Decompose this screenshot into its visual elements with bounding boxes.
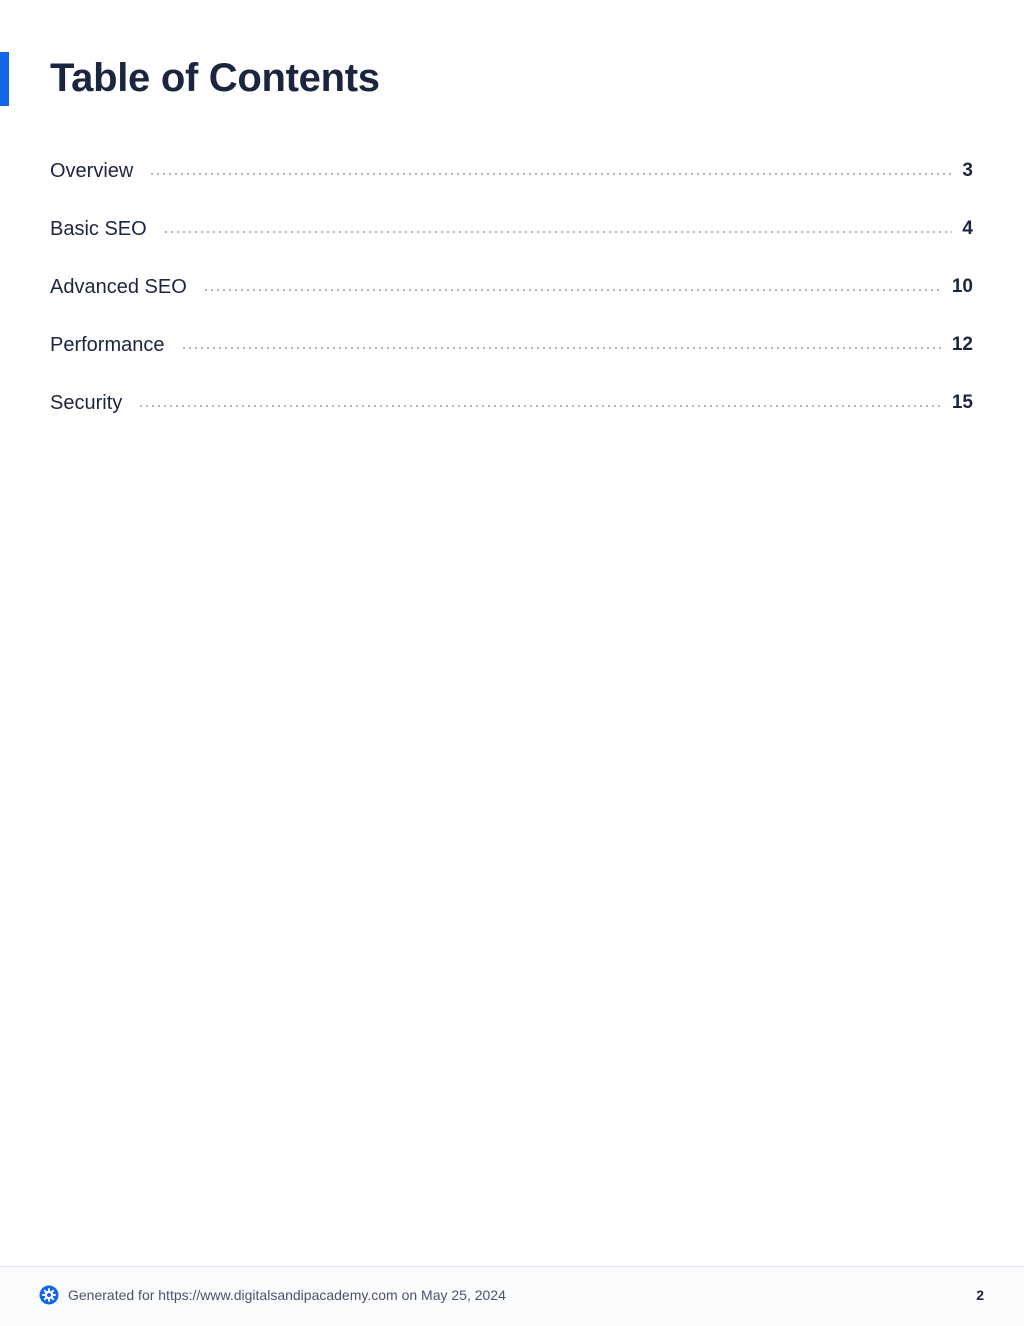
toc-entry-label: Advanced SEO	[50, 275, 187, 298]
toc-entry-label: Security	[50, 391, 123, 414]
toc-entry-page-number: 10	[951, 276, 973, 297]
toc-entry-page-number: 12	[951, 334, 973, 355]
toc-entry-label: Performance	[50, 333, 165, 356]
dot-leader	[181, 347, 942, 349]
dot-leader	[149, 173, 952, 175]
footer-generated-text: Generated for https://www.digitalsandipacademy.com on May 25, 2024	[68, 1287, 506, 1303]
footer-page-number: 2	[976, 1287, 984, 1303]
toc-entry-overview[interactable]	[50, 152, 973, 190]
toc-entry-page-number: 3	[962, 160, 973, 181]
page-footer	[0, 1266, 1024, 1326]
toc-entry-page-number: 15	[951, 392, 973, 413]
table-of-contents	[50, 152, 973, 442]
toc-entry-advanced-seo[interactable]	[50, 268, 973, 306]
toc-entry-basic-seo[interactable]	[50, 210, 973, 248]
page-title: Table of Contents	[50, 56, 380, 100]
dot-leader	[138, 405, 942, 407]
toc-entry-security[interactable]	[50, 384, 973, 422]
gear-badge-icon	[39, 1285, 59, 1305]
dot-leader	[163, 231, 953, 233]
title-accent-bar	[0, 52, 9, 106]
toc-entry-performance[interactable]	[50, 326, 973, 364]
toc-entry-label: Basic SEO	[50, 217, 147, 240]
toc-entry-page-number: 4	[962, 218, 973, 239]
dot-leader	[203, 289, 942, 291]
toc-entry-label: Overview	[50, 159, 134, 182]
